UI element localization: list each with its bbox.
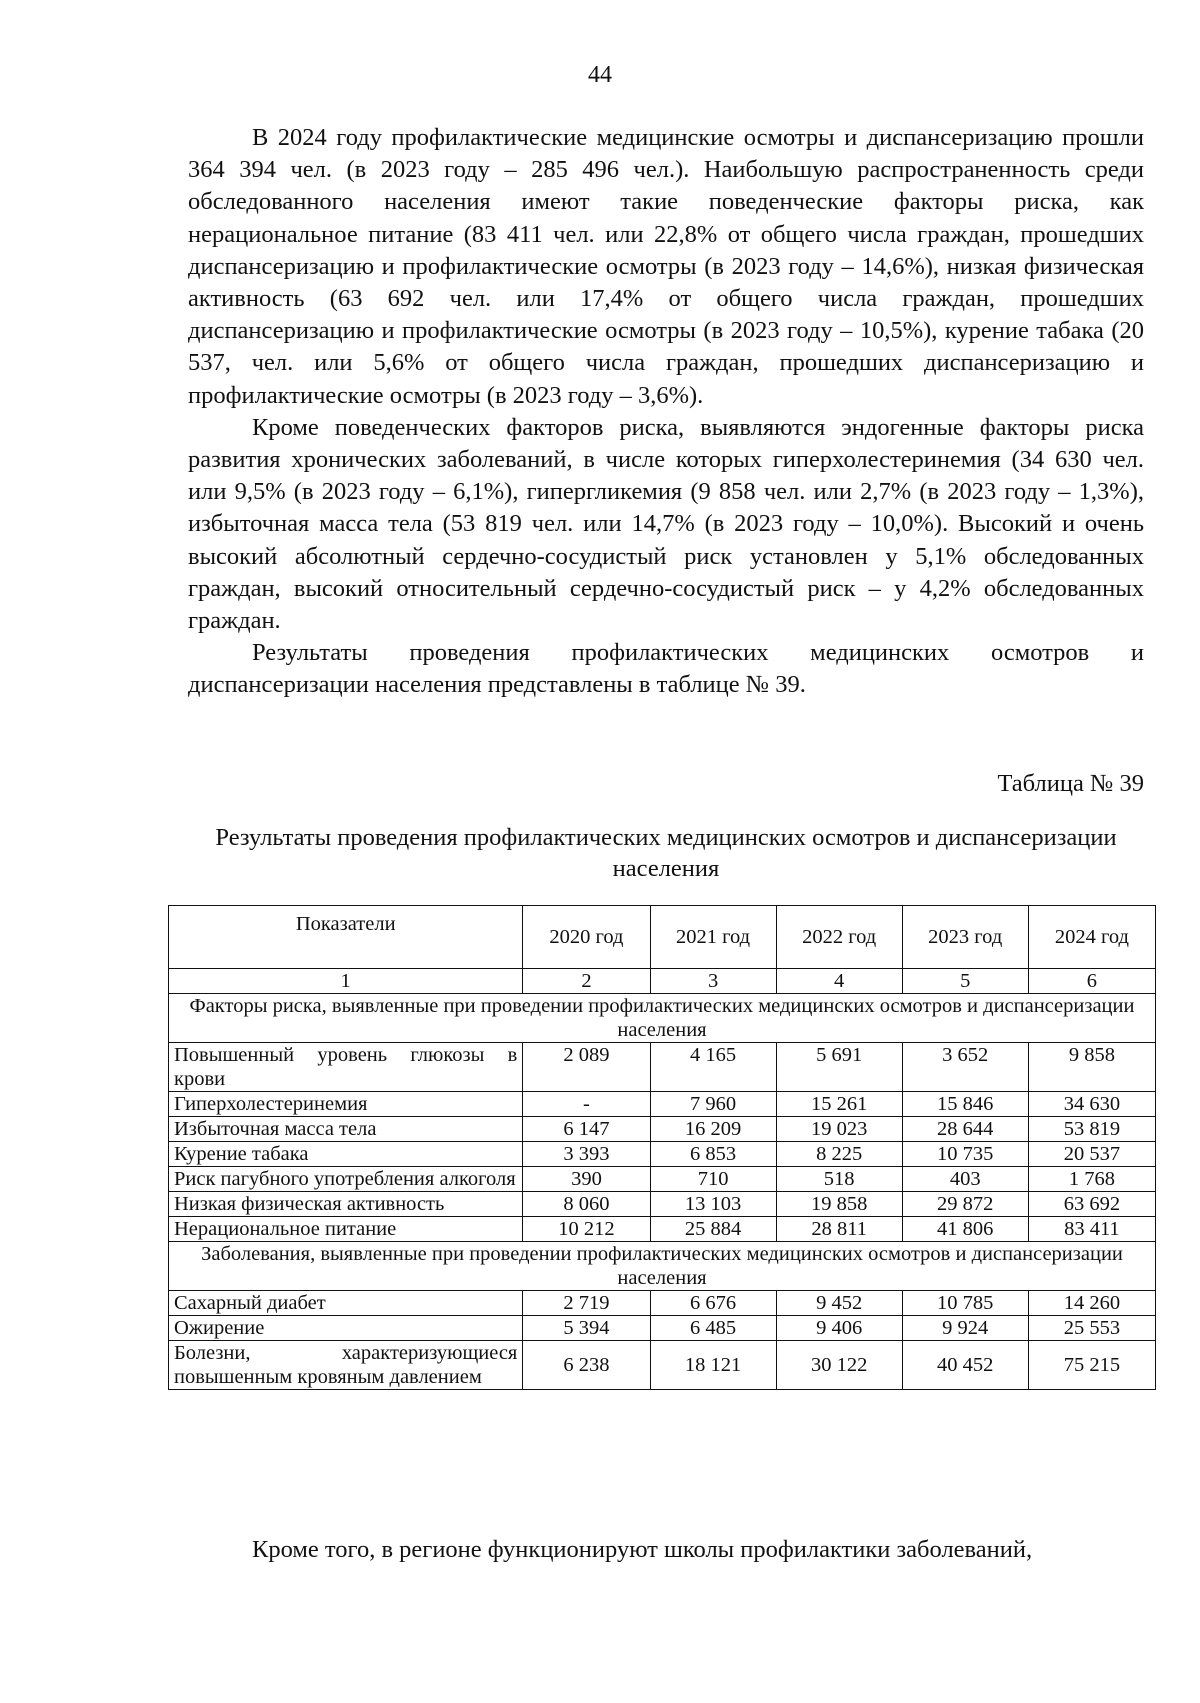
cell-value: 6 853 bbox=[650, 1142, 776, 1167]
cell-value: 5 691 bbox=[776, 1043, 902, 1092]
cell-value: 20 537 bbox=[1028, 1142, 1155, 1167]
column-number: 5 bbox=[902, 969, 1028, 994]
table-row bbox=[169, 1043, 1156, 1092]
table-header-row bbox=[169, 906, 1156, 969]
table-caption: Таблица № 39 bbox=[997, 770, 1144, 797]
cell-value: 9 924 bbox=[902, 1316, 1028, 1341]
cell-value: 4 165 bbox=[650, 1043, 776, 1092]
column-number: 6 bbox=[1028, 969, 1155, 994]
header-2023: 2023 год bbox=[902, 906, 1028, 969]
row-label: Нерациональное питание bbox=[169, 1217, 523, 1242]
header-2024: 2024 год bbox=[1028, 906, 1155, 969]
row-label: Курение табака bbox=[169, 1142, 523, 1167]
table-body bbox=[169, 994, 1156, 1390]
row-label: Болезни, характеризующиеся повышенным кровяным давлением bbox=[169, 1341, 523, 1390]
cell-value: 1 768 bbox=[1028, 1167, 1155, 1192]
cell-value: 34 630 bbox=[1028, 1092, 1155, 1117]
cell-value: 9 406 bbox=[776, 1316, 902, 1341]
cell-value: 403 bbox=[902, 1167, 1028, 1192]
row-label: Ожирение bbox=[169, 1316, 523, 1341]
cell-value: 10 212 bbox=[523, 1217, 650, 1242]
cell-value: 28 644 bbox=[902, 1117, 1028, 1142]
row-label: Низкая физическая активность bbox=[169, 1192, 523, 1217]
closing-text: Кроме того, в регионе функционируют школы профилактики заболеваний, bbox=[252, 1536, 1033, 1563]
cell-value: 518 bbox=[776, 1167, 902, 1192]
cell-value: 2 089 bbox=[523, 1043, 650, 1092]
column-number: 3 bbox=[650, 969, 776, 994]
body-text bbox=[188, 122, 1144, 702]
row-label: Сахарный диабет bbox=[169, 1291, 523, 1316]
cell-value: 14 260 bbox=[1028, 1291, 1155, 1316]
paragraph-table-reference: Результаты проведения профилактических медицинских осмотров и диспансеризации населения представлены в таблице № 39. bbox=[188, 639, 1144, 699]
row-label: Повышенный уровень глюкозы в крови bbox=[169, 1043, 523, 1092]
cell-value: 8 060 bbox=[523, 1192, 650, 1217]
cell-value: 7 960 bbox=[650, 1092, 776, 1117]
cell-value: 41 806 bbox=[902, 1217, 1028, 1242]
cell-value: 40 452 bbox=[902, 1341, 1028, 1390]
table-row bbox=[169, 1142, 1156, 1167]
cell-value: 15 261 bbox=[776, 1092, 902, 1117]
table-row bbox=[169, 1291, 1156, 1316]
cell-value: 25 884 bbox=[650, 1217, 776, 1242]
paragraph-screening-results: В 2024 году профилактические медицинские осмотры и диспансеризацию прошли 364 394 чел. (в 2023 году – 285 496 чел.). Наибольшую распространенность среди обследованного населения имеют такие поведенческие факторы риска, как нерациональное питание (83 411 чел. или 22,8% от общего числа граждан, прошедших диспансеризацию и профилактические осмотры (в 2023 году – 14,6%), низкая физическая активность (63 692 чел. или 17,4% от общего числа граждан, прошедших диспансеризацию и профилактические осмотры (в 2023 году – 10,5%), курение табака (20 537, чел. или 5,6% от общего числа граждан, прошедших диспансеризацию и профилактические осмотры (в 2023 году – 3,6%). bbox=[188, 124, 1144, 409]
cell-value: 15 846 bbox=[902, 1092, 1028, 1117]
cell-value: 3 652 bbox=[902, 1043, 1028, 1092]
cell-value: 13 103 bbox=[650, 1192, 776, 1217]
cell-value: 75 215 bbox=[1028, 1341, 1155, 1390]
section-title: Заболевания, выявленные при проведении профилактических медицинских осмотров и диспансеризации населения bbox=[169, 1242, 1156, 1291]
cell-value: - bbox=[523, 1092, 650, 1117]
cell-value: 29 872 bbox=[902, 1192, 1028, 1217]
cell-value: 8 225 bbox=[776, 1142, 902, 1167]
cell-value: 6 238 bbox=[523, 1341, 650, 1390]
table-row bbox=[169, 1217, 1156, 1242]
cell-value: 18 121 bbox=[650, 1341, 776, 1390]
cell-value: 10 785 bbox=[902, 1291, 1028, 1316]
cell-value: 53 819 bbox=[1028, 1117, 1155, 1142]
row-label: Риск пагубного употребления алкоголя bbox=[169, 1167, 523, 1192]
page-number: 44 bbox=[588, 62, 612, 88]
table-row bbox=[169, 1316, 1156, 1341]
cell-value: 83 411 bbox=[1028, 1217, 1155, 1242]
column-number-row bbox=[169, 969, 1156, 994]
cell-value: 19 023 bbox=[776, 1117, 902, 1142]
row-label: Гиперхолестеринемия bbox=[169, 1092, 523, 1117]
cell-value: 25 553 bbox=[1028, 1316, 1155, 1341]
table-row bbox=[169, 1117, 1156, 1142]
row-label: Избыточная масса тела bbox=[169, 1117, 523, 1142]
table-row bbox=[169, 1167, 1156, 1192]
cell-value: 16 209 bbox=[650, 1117, 776, 1142]
paragraph-endogenous-factors: Кроме поведенческих факторов риска, выявляются эндогенные факторы риска развития хронических заболеваний, в числе которых гиперхолестеринемия (34 630 чел. или 9,5% (в 2023 году – 6,1%), гипергликемия (9 858 чел. или 2,7% (в 2023 году – 1,3%), избыточная масса тела (53 819 чел. или 14,7% (в 2023 году – 10,0%). Высокий и очень высокий абсолютный сердечно-сосудистый риск установлен у 5,1% обследованных граждан, высокий относительный сердечно-сосудистый риск – у 4,2% обследованных граждан. bbox=[188, 413, 1144, 635]
section-row bbox=[169, 994, 1156, 1043]
cell-value: 2 719 bbox=[523, 1291, 650, 1316]
header-2022: 2022 год bbox=[776, 906, 902, 969]
cell-value: 6 676 bbox=[650, 1291, 776, 1316]
cell-value: 9 858 bbox=[1028, 1043, 1155, 1092]
section-row bbox=[169, 1242, 1156, 1291]
cell-value: 28 811 bbox=[776, 1217, 902, 1242]
header-2021: 2021 год bbox=[650, 906, 776, 969]
column-number: 1 bbox=[169, 969, 523, 994]
cell-value: 6 485 bbox=[650, 1316, 776, 1341]
cell-value: 9 452 bbox=[776, 1291, 902, 1316]
table-row bbox=[169, 1192, 1156, 1217]
cell-value: 19 858 bbox=[776, 1192, 902, 1217]
column-number: 2 bbox=[523, 969, 650, 994]
table-title: Результаты проведения профилактических медицинских осмотров и диспансеризации населения bbox=[215, 824, 1117, 882]
cell-value: 63 692 bbox=[1028, 1192, 1155, 1217]
table-row bbox=[169, 1092, 1156, 1117]
column-number: 4 bbox=[776, 969, 902, 994]
table-row bbox=[169, 1341, 1156, 1390]
cell-value: 10 735 bbox=[902, 1142, 1028, 1167]
header-2020: 2020 год bbox=[523, 906, 650, 969]
header-indicators: Показатели bbox=[169, 906, 523, 969]
section-title: Факторы риска, выявленные при проведении профилактических медицинских осмотров и диспансеризации населения bbox=[169, 994, 1156, 1043]
cell-value: 390 bbox=[523, 1167, 650, 1192]
cell-value: 6 147 bbox=[523, 1117, 650, 1142]
cell-value: 710 bbox=[650, 1167, 776, 1192]
cell-value: 3 393 bbox=[523, 1142, 650, 1167]
cell-value: 30 122 bbox=[776, 1341, 902, 1390]
results-table bbox=[168, 905, 1156, 1390]
cell-value: 5 394 bbox=[523, 1316, 650, 1341]
